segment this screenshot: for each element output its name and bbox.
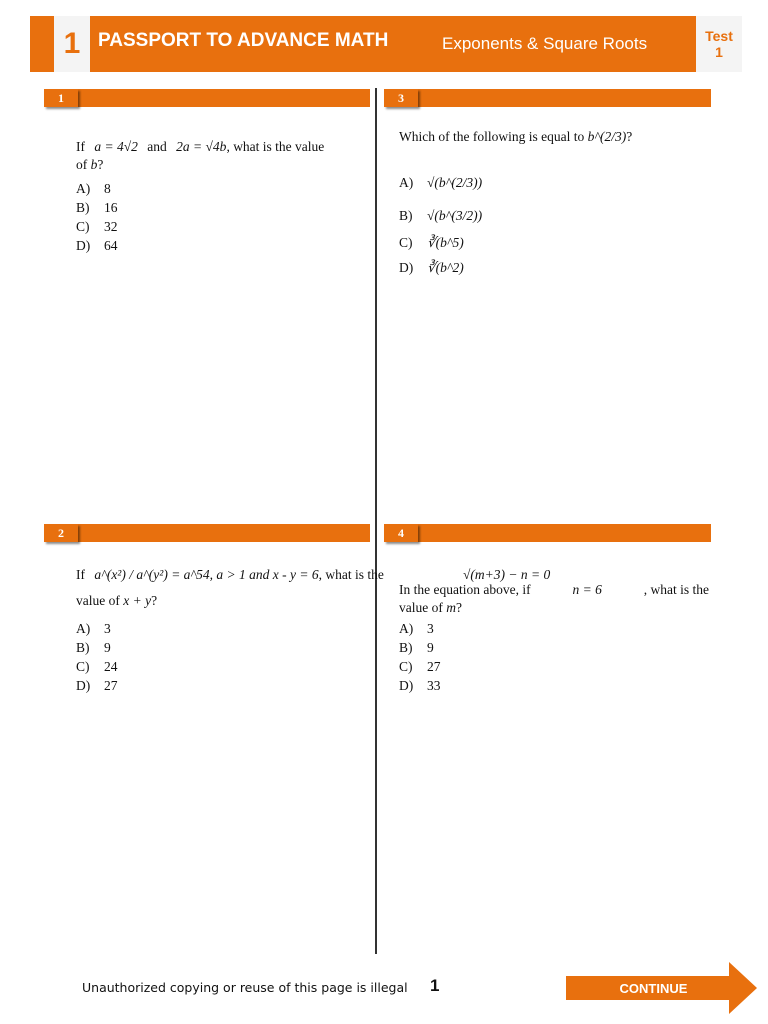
option-value: 33 [427, 678, 441, 693]
option-label: B) [76, 640, 90, 655]
question-1-stem [76, 138, 366, 174]
option-c[interactable] [399, 230, 482, 255]
option-value: 27 [427, 659, 441, 674]
option-value: 16 [104, 200, 118, 215]
q1-expr-2a: 2a = √4b [176, 139, 227, 154]
option-a[interactable] [399, 165, 482, 200]
question-3-number: 3 [384, 89, 418, 107]
test-badge [696, 16, 742, 72]
option-value: √(b^(3/2)) [427, 207, 483, 223]
option-c[interactable] [76, 657, 118, 676]
option-value: 3 [104, 621, 111, 636]
option-b[interactable] [399, 638, 441, 657]
q2-text-valueof: value of [76, 593, 120, 608]
q4-text-intro: In the equation above, if [399, 582, 531, 597]
option-b[interactable] [76, 638, 118, 657]
column-divider [375, 88, 377, 954]
option-d[interactable] [76, 236, 118, 255]
option-label: D) [76, 238, 91, 253]
option-label: D) [399, 678, 414, 693]
option-label: D) [76, 678, 91, 693]
q1-expr-a: a = 4√2 [94, 139, 138, 154]
q4-text-valueof: value of [399, 600, 443, 615]
q4-var-m: m [446, 600, 456, 615]
option-label: C) [76, 219, 90, 234]
test-label: Test [705, 28, 733, 44]
q2-expr-sum: x + y [123, 593, 152, 608]
question-2-number: 2 [44, 524, 78, 542]
option-label: A) [399, 175, 414, 190]
option-value: ∛(b^5) [427, 235, 464, 250]
question-4-stem [399, 581, 709, 617]
option-label: B) [399, 640, 413, 655]
question-3-stem [399, 128, 709, 146]
option-value: 64 [104, 238, 118, 253]
option-label: B) [399, 207, 413, 223]
option-label: A) [76, 621, 91, 636]
option-d[interactable] [76, 676, 118, 695]
question-1-number: 1 [44, 89, 78, 107]
continue-button[interactable]: CONTINUE [619, 980, 688, 996]
question-2-stem [76, 566, 384, 610]
option-value: 9 [427, 640, 434, 655]
question-2-options [76, 619, 118, 695]
option-label: C) [399, 659, 413, 674]
q2-text-what: , what is the [318, 567, 384, 582]
q1-text-if: If [76, 139, 85, 154]
section-number: 1 [54, 16, 90, 72]
question-3-options [399, 165, 482, 280]
q1-var-b: b [90, 157, 98, 172]
option-value: ∛(b^2) [427, 260, 464, 275]
question-2-bar [44, 524, 370, 542]
q3-expr: b^(2/3) [587, 129, 627, 144]
option-c[interactable] [399, 657, 441, 676]
q3-text: Which of the following is equal to [399, 129, 585, 144]
option-label: A) [76, 181, 91, 196]
question-4-equation: √(m+3) − n = 0 [463, 567, 551, 582]
test-number: 1 [715, 44, 723, 60]
option-value: 9 [104, 640, 111, 655]
q4-qmark: ? [455, 600, 462, 615]
q2-expr-fraction: a^(x²) / a^(y²) = a^54 [94, 567, 210, 582]
q2-text-if: If [76, 567, 85, 582]
question-4-bar [384, 524, 711, 542]
question-4-options [399, 619, 441, 695]
question-3-bar [384, 89, 711, 107]
q1-text-what: , what is the value [226, 139, 325, 154]
question-4-number: 4 [384, 524, 418, 542]
q2-expr-conditions: , a > 1 and x - y = 6 [209, 567, 319, 582]
option-value: 3 [427, 621, 434, 636]
option-b[interactable] [399, 200, 482, 230]
option-label: D) [399, 260, 414, 275]
q1-qmark: ? [97, 157, 104, 172]
option-value: 24 [104, 659, 118, 674]
question-1-bar [44, 89, 370, 107]
option-d[interactable] [399, 255, 482, 280]
option-value: 8 [104, 181, 111, 196]
q1-text-of: of [76, 157, 88, 172]
q1-text-and: and [147, 139, 167, 154]
page-subtitle: Exponents & Square Roots [442, 34, 648, 53]
question-1-options [76, 179, 118, 255]
q4-text-what: , what is the [643, 582, 709, 597]
option-label: B) [76, 200, 90, 215]
option-label: A) [399, 621, 414, 636]
option-value: √(b^(2/3)) [427, 175, 483, 190]
option-value: 32 [104, 219, 118, 234]
option-c[interactable] [76, 217, 118, 236]
copyright-notice: Unauthorized copying or reuse of this page is illegal [82, 980, 408, 995]
option-value: 27 [104, 678, 118, 693]
option-a[interactable] [76, 619, 118, 638]
option-a[interactable] [76, 179, 118, 198]
option-b[interactable] [76, 198, 118, 217]
q2-qmark: ? [151, 593, 158, 608]
page-number: 1 [430, 976, 440, 995]
page-title: PASSPORT TO ADVANCE MATH [98, 30, 389, 51]
option-a[interactable] [399, 619, 441, 638]
q3-qmark: ? [626, 129, 633, 144]
option-label: C) [76, 659, 90, 674]
q4-expr-n: n = 6 [572, 582, 602, 597]
option-d[interactable] [399, 676, 441, 695]
option-label: C) [399, 235, 413, 250]
